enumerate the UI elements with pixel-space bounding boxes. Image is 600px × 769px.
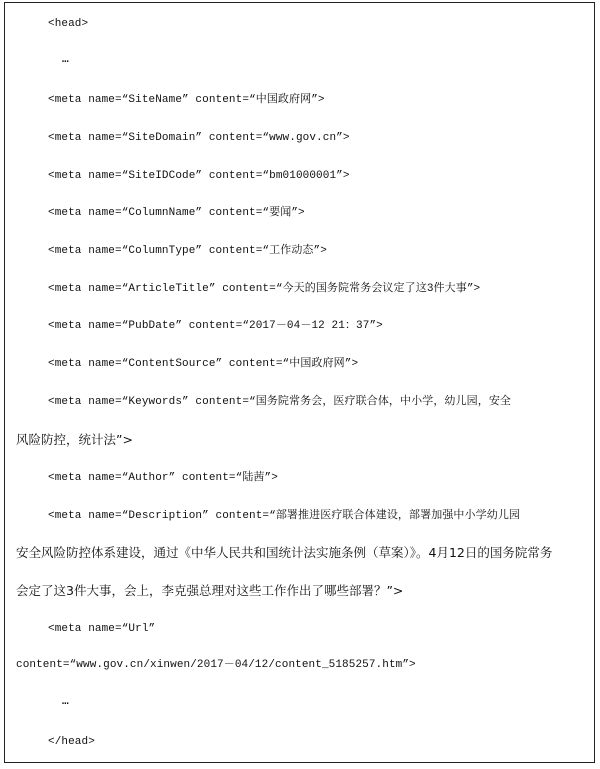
meta-sitename: <meta name=“SiteName” content=“中国政府网”> <box>48 94 325 106</box>
meta-author: <meta name=“Author” content=“陆茜”> <box>48 472 278 484</box>
code-frame <box>4 2 595 763</box>
meta-sitedomain: <meta name=“SiteDomain” content=“www.gov.cn”> <box>48 132 350 144</box>
meta-pubdate: <meta name=“PubDate” content=“2017－04－12 21：37”> <box>48 320 383 332</box>
meta-description: <meta name=“Description” content=“部署推进医疗联合体建设，部署加强中小学幼儿园 <box>48 510 521 522</box>
meta-keywords-cont: 风险防控，统计法”> <box>16 432 133 447</box>
meta-description-cont-2: 会定了这3件大事，会上，李克强总理对这些工作作出了哪些部署？”> <box>16 583 404 598</box>
ellipsis-top: … <box>62 54 69 66</box>
meta-description-cont-1: 安全风险防控体系建设，通过《中华人民共和国统计法实施条例（草案）》。4月12日的国务院常务 <box>16 545 553 560</box>
meta-url-content: content=“www.gov.cn/xinwen/2017－04/12/content_5185257.htm”> <box>16 659 416 671</box>
ellipsis-bottom: … <box>62 696 69 708</box>
meta-siteidcode: <meta name=“SiteIDCode” content=“bm01000001”> <box>48 170 350 182</box>
head-close-tag: </head> <box>48 736 95 748</box>
meta-contentsource: <meta name=“ContentSource” content=“中国政府网”> <box>48 358 359 370</box>
meta-keywords: <meta name=“Keywords” content=“国务院常务会，医疗联合体，中小学，幼儿园，安全 <box>48 396 512 408</box>
meta-url: <meta name=“Url” <box>48 623 156 635</box>
meta-articletitle: <meta name=“ArticleTitle” content=“今天的国务院常务会议定了这3件大事”> <box>48 283 481 295</box>
head-open-tag: <head> <box>48 18 89 30</box>
meta-columntype: <meta name=“ColumnType” content=“工作动态”> <box>48 245 327 257</box>
meta-columnname: <meta name=“ColumnName” content=“要闻”> <box>48 207 305 219</box>
